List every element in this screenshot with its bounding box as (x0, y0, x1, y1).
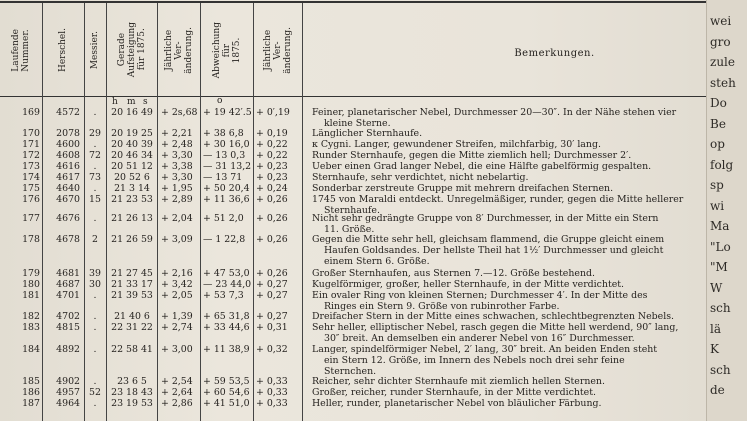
unit-minutes: m (127, 97, 136, 107)
cell-number: 175 (22, 183, 40, 194)
cell-remark: Reicher, sehr dichter Sternhaufe mit ziemlich hellen Sternen. (312, 376, 605, 387)
cell-ra-variation: + 2,04 (161, 213, 193, 224)
cell-remark: Sternchen. (324, 366, 377, 377)
cell-herschel: 4701 (56, 290, 80, 301)
cell-number: 172 (22, 150, 40, 161)
cell-remark: einem Stern 6. Größe. (324, 256, 430, 267)
cell-remark: ein Stern 12. Größe, im Innern des Nebels noch drei sehr feine (324, 355, 625, 366)
cell-declination: + 38 6,8 (203, 128, 244, 139)
cell-remark: Länglicher Sternhaufe. (312, 128, 423, 139)
edge-fragment: gro (710, 34, 731, 49)
cell-right-ascension: 20 40 39 (111, 139, 153, 150)
cell-dec-variation: + 0,32 (256, 344, 288, 355)
cell-messier: . (93, 290, 97, 301)
cell-right-ascension: 21 40 6 (114, 311, 150, 322)
cell-number: 187 (22, 398, 40, 409)
cell-declination: — 13 0,3 (203, 150, 246, 161)
edge-fragment: Be (710, 116, 726, 131)
cell-right-ascension: 21 23 53 (111, 194, 153, 205)
cell-declination: + 11 36,6 (203, 194, 250, 205)
cell-ra-variation: + 2,74 (161, 322, 193, 333)
cell-messier: 52 (89, 387, 101, 398)
cell-right-ascension: 21 33 17 (111, 279, 153, 290)
cell-dec-variation: + 0,24 (256, 183, 288, 194)
header-bemerkungen: Bemerkungen. (514, 48, 595, 59)
cell-ra-variation: + 2,64 (161, 387, 193, 398)
cell-ra-variation: + 2s,68 (161, 107, 198, 118)
cell-herschel: 4617 (56, 172, 80, 183)
unit-seconds: s (143, 97, 148, 107)
edge-fragment: Do (710, 96, 727, 110)
unit-degrees: o (217, 96, 223, 106)
edge-fragment: sp (710, 178, 724, 192)
cell-number: 178 (22, 234, 40, 245)
cell-number: 180 (22, 279, 40, 290)
cell-ra-variation: + 2,16 (161, 268, 193, 279)
cell-right-ascension: 20 52 6 (114, 172, 150, 183)
cell-declination: + 33 44,6 (203, 322, 250, 333)
cell-dec-variation: + 0,23 (256, 161, 288, 172)
cell-herschel: 4681 (56, 268, 80, 279)
edge-fragment: de (710, 383, 725, 397)
cell-declination: + 51 2,0 (203, 213, 244, 224)
cell-number: 184 (22, 344, 40, 355)
cell-ra-variation: + 2,48 (161, 139, 193, 150)
cell-dec-variation: + 0,26 (256, 213, 288, 224)
cell-messier: . (93, 107, 97, 118)
cell-herschel: 4670 (56, 194, 80, 205)
cell-remark: Ueber einen Grad langer Nebel, die eine Hälfte gabelförmig gespalten. (312, 161, 652, 172)
cell-ra-variation: + 3,42 (161, 279, 193, 290)
cell-ra-variation: + 2,89 (161, 194, 193, 205)
cell-dec-variation: + 0,27 (256, 290, 288, 301)
cell-ra-variation: + 1,39 (161, 311, 193, 322)
cell-dec-variation: + 0,31 (256, 322, 288, 333)
cell-dec-variation: + 0,26 (256, 194, 288, 205)
cell-messier: 15 (89, 194, 101, 205)
cell-herschel: 4640 (56, 183, 80, 194)
cell-messier: . (93, 139, 97, 150)
cell-messier: 30 (89, 279, 101, 290)
cell-right-ascension: 20 51 12 (111, 161, 153, 172)
cell-number: 185 (22, 376, 40, 387)
cell-right-ascension: 21 27 45 (111, 268, 153, 279)
cell-herschel: 4676 (56, 213, 80, 224)
cell-number: 170 (22, 128, 40, 139)
cell-dec-variation: + 0,33 (256, 387, 288, 398)
cell-number: 181 (22, 290, 40, 301)
cell-remark: Großer Sternhaufen, aus Sternen 7.—12. Größe bestehend. (312, 268, 595, 279)
cell-number: 169 (22, 107, 40, 118)
cell-remark: κ Cygni. Langer, gewundener Streifen, milchfarbig, 30′ lang. (312, 139, 601, 150)
cell-herschel: 4616 (56, 161, 80, 172)
cell-remark: Ringes ein Stern 9. Größe von rubinrother Farbe. (324, 301, 560, 312)
edge-fragment: zule (710, 55, 735, 69)
cell-ra-variation: + 2,05 (161, 290, 193, 301)
cell-messier: 73 (89, 172, 101, 183)
cell-remark: Gegen die Mitte sehr hell, gleichsam flammend, die Gruppe gleicht einem (312, 234, 665, 245)
cell-dec-variation: + 0,22 (256, 139, 288, 150)
cell-right-ascension: 23 6 5 (117, 376, 147, 387)
cell-herschel: 4702 (56, 311, 80, 322)
cell-remark: Runder Sternhaufe, gegen die Mitte ziemlich hell; Durchmesser 2′. (312, 150, 632, 161)
cell-declination: + 60 54,6 (203, 387, 250, 398)
cell-herschel: 4892 (56, 344, 80, 355)
cell-messier: . (93, 376, 97, 387)
cell-right-ascension: 20 19 25 (111, 128, 153, 139)
cell-dec-variation: + 0,27 (256, 311, 288, 322)
cell-dec-variation: + 0,19 (256, 128, 288, 139)
cell-remark: kleine Sterne. (324, 118, 391, 129)
cell-right-ascension: 20 16 49 (111, 107, 153, 118)
cell-number: 176 (22, 194, 40, 205)
header-nummer: Laufende Nummer. (11, 28, 31, 72)
cell-right-ascension: 22 58 41 (111, 344, 153, 355)
edge-fragment: sch (710, 362, 731, 377)
edge-fragment: W (710, 280, 723, 295)
cell-messier: 29 (89, 128, 101, 139)
cell-right-ascension: 23 19 53 (111, 398, 153, 409)
cell-remark: Großer, reicher, runder Sternhaufe, in der Mitte verdichtet. (312, 387, 596, 398)
cell-declination: — 31 13,2 (203, 161, 252, 172)
cell-ra-variation: + 2,86 (161, 398, 193, 409)
cell-remark: Feiner, planetarischer Nebel, Durchmesser 20—30″. In der Nähe stehen vier (312, 107, 677, 118)
cell-herschel: 4608 (56, 150, 80, 161)
cell-declination: + 11 38,9 (203, 344, 250, 355)
cell-declination: + 47 53,0 (203, 268, 250, 279)
cell-remark: Sternhaufe. (324, 205, 380, 216)
cell-ra-variation: + 3,30 (161, 150, 193, 161)
cell-dec-variation: + 0,26 (256, 268, 288, 279)
next-page-edge (706, 0, 747, 421)
cell-herschel: 4815 (56, 322, 80, 333)
cell-ra-variation: + 1,95 (161, 183, 193, 194)
edge-fragment: sch (710, 301, 731, 315)
cell-messier: . (93, 161, 97, 172)
cell-declination: + 65 31,8 (203, 311, 250, 322)
cell-ra-variation: + 2,54 (161, 376, 193, 387)
cell-remark: 11. Größe. (324, 224, 375, 235)
cell-ra-variation: + 3,38 (161, 161, 193, 172)
cell-number: 182 (22, 311, 40, 322)
cell-remark: Sonderbar zerstreute Gruppe mit mehrern dreifachen Sternen. (312, 183, 614, 194)
cell-ra-variation: + 3,00 (161, 344, 193, 355)
edge-fragment: "Lo (710, 239, 731, 254)
cell-right-ascension: 22 31 22 (111, 322, 153, 333)
cell-messier: . (93, 311, 97, 322)
cell-remark: Heller, runder, planetarischer Nebel von bläulicher Färbung. (312, 398, 602, 409)
cell-remark: Sehr heller, elliptischer Nebel, rasch gegen die Mitte hell werdend, 90″ lang, (312, 322, 679, 333)
cell-herschel: 4572 (56, 107, 80, 118)
edge-fragment: folg (710, 157, 734, 172)
header-ra-variation: Jährliche Ver- änderung. (163, 26, 194, 74)
edge-fragment: wi (710, 198, 725, 213)
cell-remark: Kugelförmiger, großer, heller Sternhaufe, in der Mitte verdichtet. (312, 279, 625, 290)
column-divider (302, 3, 303, 421)
cell-right-ascension: 21 26 59 (111, 234, 153, 245)
cell-messier: . (93, 322, 97, 333)
cell-number: 173 (22, 161, 40, 172)
cell-ra-variation: + 2,21 (161, 128, 193, 139)
edge-fragment: lä (710, 321, 721, 336)
cell-number: 174 (22, 172, 40, 183)
cell-herschel: 2078 (56, 128, 80, 139)
cell-dec-variation: + 0,23 (256, 172, 288, 183)
cell-number: 183 (22, 322, 40, 333)
cell-remark: Sternhaufe, sehr verdichtet, nicht nebelartig. (312, 172, 529, 183)
unit-hours: h (112, 97, 118, 107)
cell-declination: — 13 71 (203, 172, 243, 183)
cell-declination: + 59 53,5 (203, 376, 250, 387)
cell-declination: — 23 44,0 (203, 279, 252, 290)
cell-dec-variation: + 0,27 (256, 279, 288, 290)
cell-herschel: 4687 (56, 279, 80, 290)
header-herschel: Herschel. (58, 28, 68, 72)
cell-remark: 1745 von Maraldi entdeckt. Unregelmäßiger, runder, gegen die Mitte hellerer (312, 194, 684, 205)
cell-ra-variation: + 3,30 (161, 172, 193, 183)
cell-herschel: 4902 (56, 376, 80, 387)
cell-right-ascension: 21 26 13 (111, 213, 153, 224)
header-messier: Messier. (90, 30, 100, 70)
cell-dec-variation: + 0,33 (256, 398, 288, 409)
cell-messier: . (93, 213, 97, 224)
edge-fragment: wei (710, 14, 732, 28)
cell-right-ascension: 21 39 53 (111, 290, 153, 301)
header-right-ascension: Gerade Aufsteigung für 1875. (116, 22, 147, 78)
cell-remark: Langer, spindelförmiger Nebel, 2′ lang, 30″ breit. An beiden Enden steht (312, 344, 658, 355)
cell-herschel: 4600 (56, 139, 80, 150)
edge-fragment: op (710, 137, 725, 151)
cell-remark: Haufen Goldsandes. Der hellste Theil hat 1½′ Durchmesser und gleicht (324, 245, 664, 256)
cell-declination: + 19 42′.5 (203, 107, 252, 118)
cell-remark: Dreifacher Stern in der Mitte eines schwachen, schlechtbegrenzten Nebels. (312, 311, 674, 322)
cell-remark: Ein ovaler Ring von kleinen Sternen; Durchmesser 4′. In der Mitte des (312, 290, 648, 301)
cell-messier: . (93, 344, 97, 355)
cell-number: 186 (22, 387, 40, 398)
edge-fragment: K (710, 342, 719, 356)
cell-number: 171 (22, 139, 40, 150)
cell-number: 179 (22, 268, 40, 279)
cell-declination: + 50 20,4 (203, 183, 250, 194)
cell-messier: 39 (89, 268, 101, 279)
cell-declination: + 30 16,0 (203, 139, 250, 150)
cell-herschel: 4964 (56, 398, 80, 409)
edge-fragment: Ma (710, 219, 730, 233)
edge-fragment: "M (710, 260, 728, 274)
cell-messier: 72 (89, 150, 101, 161)
cell-herschel: 4678 (56, 234, 80, 245)
cell-dec-variation: + 0,33 (256, 376, 288, 387)
cell-dec-variation: + 0′,19 (256, 107, 290, 118)
edge-fragment: steh (710, 75, 736, 90)
cell-messier: . (93, 183, 97, 194)
cell-right-ascension: 23 18 43 (111, 387, 153, 398)
cell-declination: — 1 22,8 (203, 234, 246, 245)
cell-messier: . (93, 398, 97, 409)
cell-remark: 30″ breit. An demselben ein anderer Nebel von 16″ Durchmesser. (324, 333, 635, 344)
header-dec-variation: Jährliche Ver- änderung. (262, 26, 293, 74)
cell-number: 177 (22, 213, 40, 224)
cell-right-ascension: 20 46 34 (111, 150, 153, 161)
cell-remark: Nicht sehr gedrängte Gruppe von 8′ Durchmesser, in der Mitte ein Stern (312, 213, 659, 224)
cell-dec-variation: + 0,22 (256, 150, 288, 161)
cell-declination: + 53 7,3 (203, 290, 244, 301)
cell-dec-variation: + 0,26 (256, 234, 288, 245)
cell-declination: + 41 51,0 (203, 398, 250, 409)
cell-right-ascension: 21 3 14 (114, 183, 150, 194)
header-declination: Abweichung für 1875. (211, 21, 242, 79)
cell-messier: 2 (92, 234, 98, 245)
cell-ra-variation: + 3,09 (161, 234, 193, 245)
cell-herschel: 4957 (56, 387, 80, 398)
